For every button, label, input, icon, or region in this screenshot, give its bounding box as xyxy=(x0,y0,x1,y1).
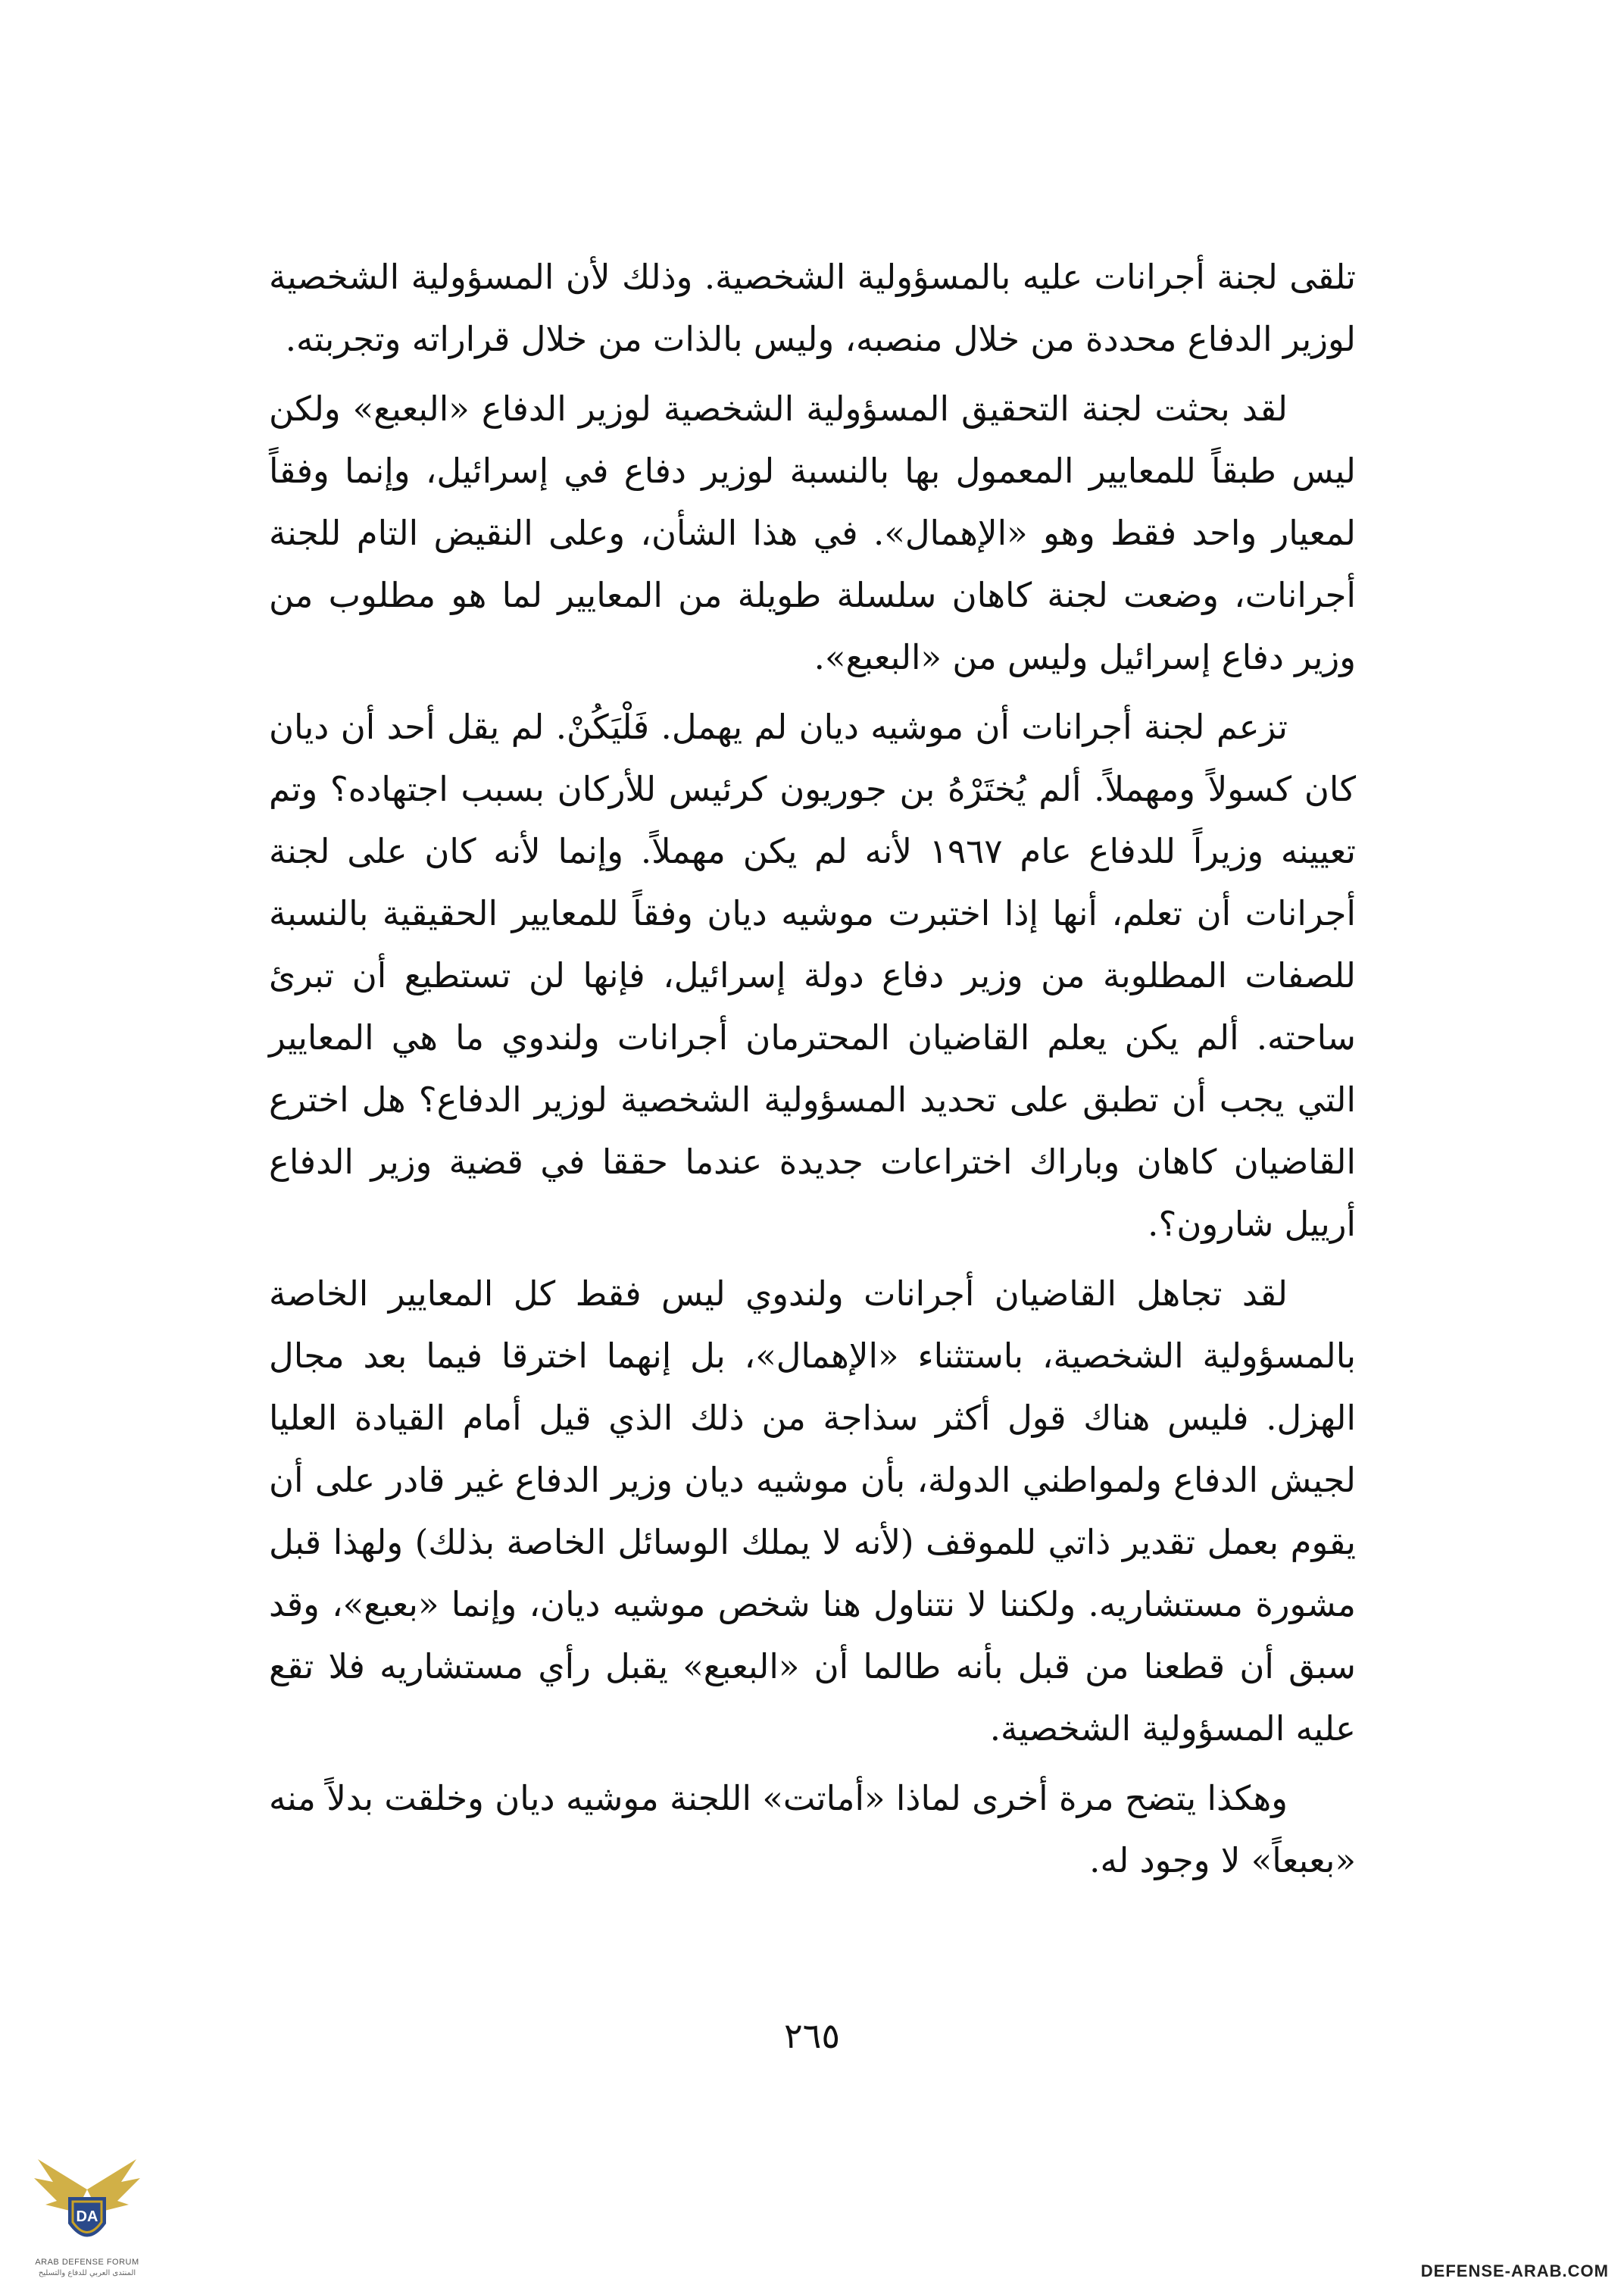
paragraph-1: تلقى لجنة أجرانات عليه بالمسؤولية الشخصية. وذلك لأن المسؤولية الشخصية لوزير الدفاع محددة من خلال منصبه، وليس بالذات من خلال قراراته وتجربته. xyxy=(269,257,1356,359)
paragraph-5: وهكذا يتضح مرة أخرى لماذا «أماتت» اللجنة موشيه ديان وخلقت بدلاً منه «بعبعاً» لا وجود له. xyxy=(269,1778,1356,1880)
site-watermark: DEFENSE-ARAB.COM xyxy=(1420,2261,1609,2280)
logo-label-en: ARAB DEFENSE FORUM xyxy=(35,2258,139,2267)
logo-label-ar: المنتدى العربي للدفاع والتسليح xyxy=(38,2269,136,2277)
eagle-emblem-icon xyxy=(30,2136,144,2258)
paragraph-2: لقد بحثت لجنة التحقيق المسؤولية الشخصية لوزير الدفاع «البعبع» ولكن ليس طبقاً للمعايير المعمول بها بالنسبة لوزير دفاع في إسرائيل، وإنما وفقاً لمعيار واحد فقط وهو «الإهمال». في هذا الشأن، وعلى النقيض التام للجنة أجرانات، وضعت لجنة كاهان سلسلة طويلة من المعايير لما هو مطلوب من وزير دفاع إسرائيل وليس من «البعبع». xyxy=(269,389,1356,677)
page-number: ٢٦٥ xyxy=(783,2015,841,2056)
paragraph-4: لقد تجاهل القاضيان أجرانات ولندوي ليس فقط كل المعايير الخاصة بالمسؤولية الشخصية، باستثناء «الإهمال»، بل إنهما اخترقا فيما بعد مجال الهزل. فليس هناك قول أكثر سذاجة من ذلك الذي قيل أمام القيادة العليا لجيش الدفاع ولمواطني الدولة، بأن موشيه ديان وزير الدفاع غير قادر على أن يقوم بعمل تقدير ذاتي للموقف (لأنه لا يملك الوسائل الخاصة بذلك) ولهذا قبل مشورة مستشاريه. ولكننا لا نتناول هنا شخص موشيه ديان، وإنما «بعبع»، وقد سبق أن قطعنا من قبل بأنه طالما أن «البعبع» يقبل رأي مستشاريه فلا تقع عليه المسؤولية الشخصية. xyxy=(269,1274,1356,1749)
svg-text:DA: DA xyxy=(76,2208,98,2225)
forum-logo xyxy=(30,2136,144,2280)
body-text xyxy=(269,246,1356,1899)
paragraph-3: تزعم لجنة أجرانات أن موشيه ديان لم يهمل. فَلْيَكُنْ. لم يقل أحد أن ديان كان كسولاً ومهملاً. ألم يُختَرْهُ بن جوريون كرئيس للأركان بسبب اجتهاده؟ وتم تعيينه وزيراً للدفاع عام ١٩٦٧ لأنه لم يكن مهملاً. وإنما لأنه كان على لجنة أجرانات أن تعلم، أنها إذا اختبرت موشيه ديان وفقاً للمعايير الحقيقية بالنسبة للصفات المطلوبة من وزير دفاع دولة إسرائيل، فإنها لن تستطيع أن تبرئ ساحته. ألم يكن يعلم القاضيان المحترمان أجرانات ولندوي ما هي المعايير التي يجب أن تطبق على تحديد المسؤولية الشخصية لوزير الدفاع؟ هل اخترع القاضيان كاهان وباراك اختراعات جديدة عندما حققا في قضية وزير الدفاع أرييل شارون؟. xyxy=(269,707,1357,1244)
